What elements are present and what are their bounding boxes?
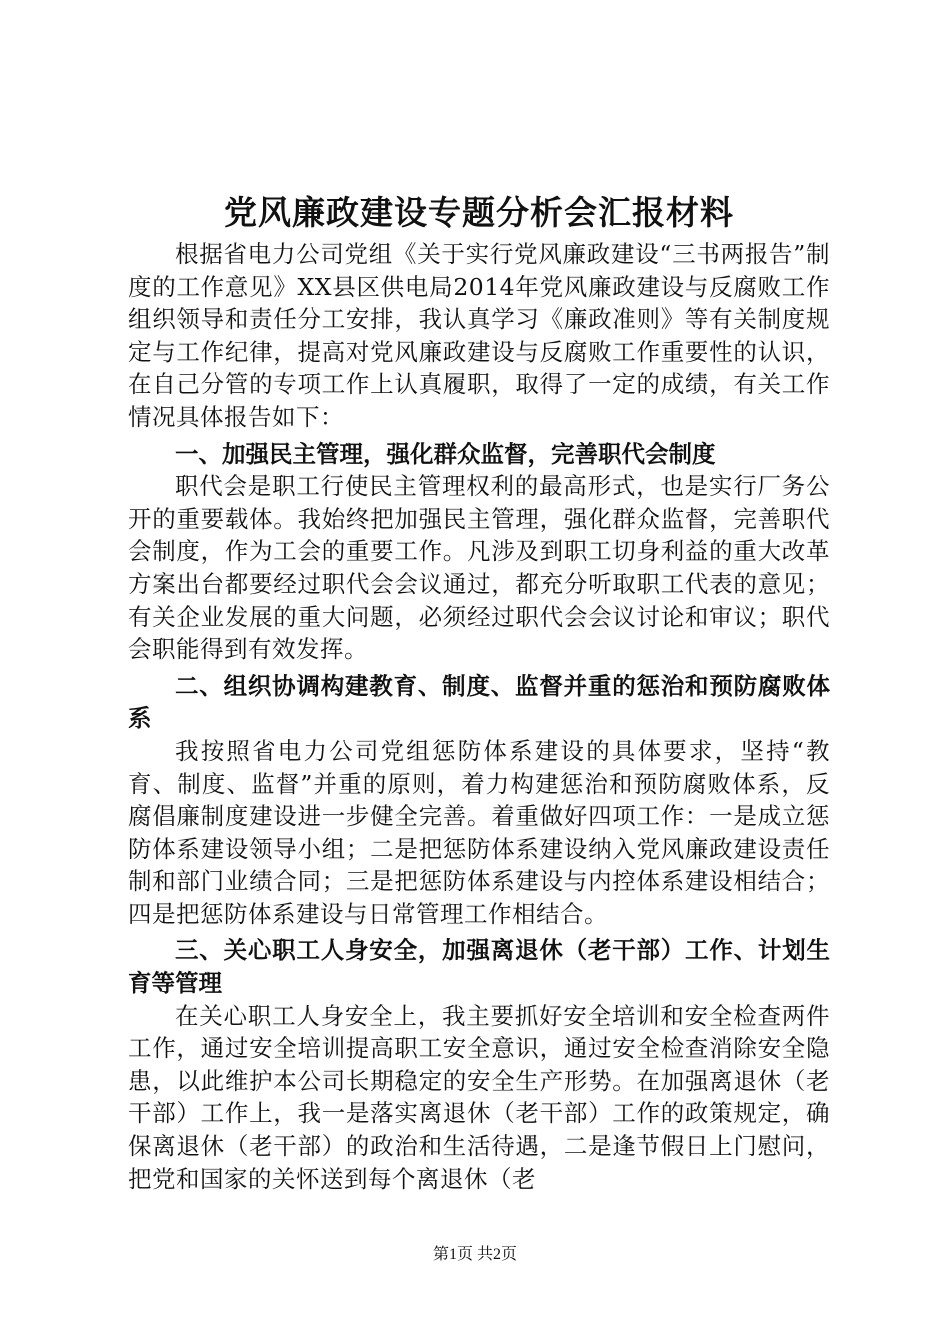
section-1-body: 职代会是职工行使民主管理权利的最高形式，也是实行厂务公开的重要载体。我始终把加强民主管理，强化群众监督，完善职代会制度，作为工会的重要工作。凡涉及到职工切身利益的重大改革方案出台都要经过职代会会议通过，都充分听取职工代表的意见；有关企业发展的重大问题，必须经过职代会会议讨论和审议；职代会职能得到有效发挥。 — [128, 472, 830, 664]
document-page — [128, 0, 830, 1195]
section-2-heading: 二、组织协调构建教育、制度、监督并重的惩治和预防腐败体系 — [128, 671, 830, 733]
intro-paragraph: 根据省电力公司党组《关于实行党风廉政建设“三书两报告”制度的工作意见》XX县区供电局2014年党风廉政建设与反腐败工作组织领导和责任分工安排，我认真学习《廉政准则》等有关制度规定与工作纪律，提高对党风廉政建设与反腐败工作重要性的认识，在自己分管的专项工作上认真履职，取得了一定的成绩，有关工作情况具体报告如下： — [128, 240, 830, 431]
document-title: 党风廉政建设专题分析会汇报材料 — [224, 193, 734, 232]
page-footer: 第1页 共2页 — [432, 1246, 517, 1263]
section-2-body: 我按照省电力公司党组惩防体系建设的具体要求，坚持“教育、制度、监督”并重的原则，着力构建惩治和预防腐败体系，反腐倡廉制度建设进一步健全完善。着重做好四项工作：一是成立惩防体系建设领导小组；二是把惩防体系建设纳入党风廉政建设责任制和部门业绩合同；三是把惩防体系建设与内控体系建设相结合；四是把惩防体系建设与日常管理工作相结合。 — [128, 736, 830, 928]
section-3-heading: 三、关心职工人身安全，加强离退休（老干部）工作、计划生育等管理 — [128, 936, 830, 998]
section-3-body: 在关心职工人身安全上，我主要抓好安全培训和安全检查两件工作，通过安全培训提高职工安全意识，通过安全检查消除安全隐患，以此维护本公司长期稳定的安全生产形势。在加强离退休（老干部）工作上，我一是落实离退休（老干部）工作的政策规定，确保离退休（老干部）的政治和生活待遇，二是逢节假日上门慰问，把党和国家的关怀送到每个离退休（老 — [128, 1001, 830, 1193]
section-1-heading: 一、加强民主管理，强化群众监督，完善职代会制度 — [175, 439, 716, 468]
